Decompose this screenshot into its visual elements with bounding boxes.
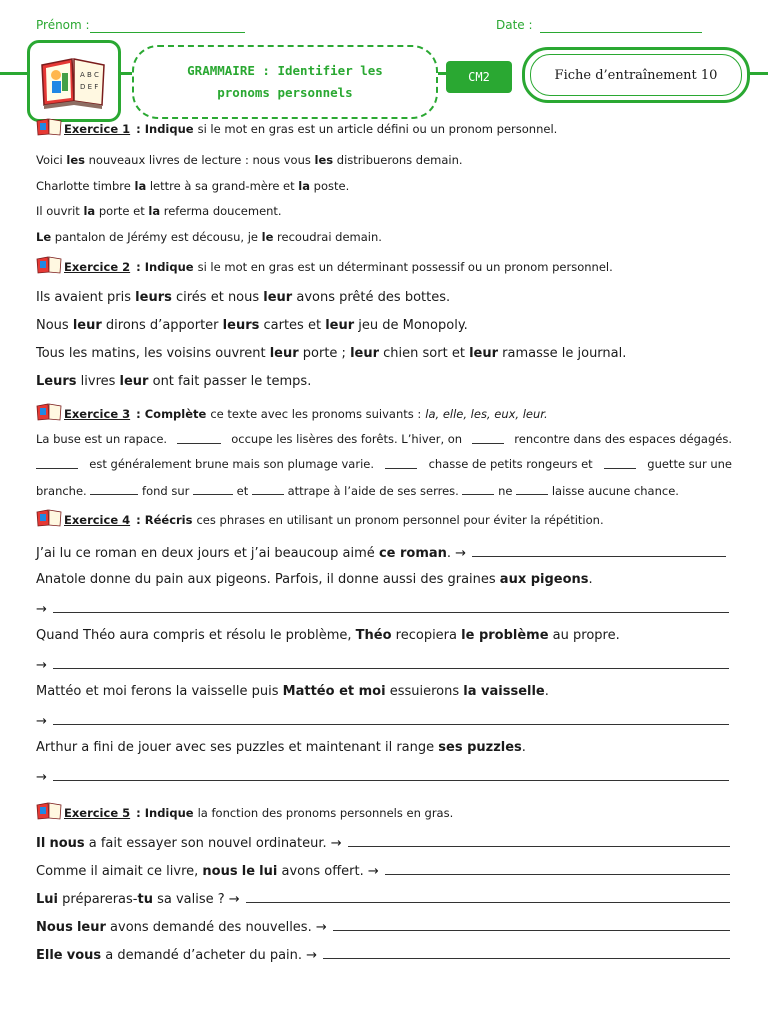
sentence-text: poste. <box>310 179 350 193</box>
sentence-text: . → <box>446 546 471 561</box>
open-book-icon <box>36 403 62 421</box>
sentence-text: . <box>521 740 526 755</box>
bold-word: nous <box>49 836 85 851</box>
fill-blank[interactable] <box>462 483 494 495</box>
sentence-text: fond sur <box>138 484 194 498</box>
fill-blank[interactable] <box>90 483 138 495</box>
exercise-1-sep: : <box>136 122 141 136</box>
bold-word: le problème <box>461 628 549 643</box>
bold-word: nous <box>202 864 238 879</box>
sentence-text: porte et <box>95 204 149 218</box>
sentence-text: prépareras- <box>58 892 138 907</box>
answer-line[interactable] <box>53 768 729 781</box>
exercise-1-verb: Indique <box>144 122 194 136</box>
exercise-2-sentence <box>36 346 626 361</box>
sentence-text: a demandé d’acheter du pain. → <box>101 948 322 963</box>
bold-word: leur <box>350 346 380 361</box>
exercise-2-instruction: si le mot en gras est un déterminant possessif ou un pronom personnel. <box>197 260 613 274</box>
bold-word: leur <box>325 318 355 333</box>
sentence-text: est généralement brune mais son plumage varie. <box>85 457 378 471</box>
sentence-text: ramasse le journal. <box>498 346 627 361</box>
exercise-5-item <box>36 946 730 963</box>
sentence-text: branche. <box>36 484 91 498</box>
exercise-3-sep: : <box>136 407 141 421</box>
exercise-2-sentence <box>36 290 450 305</box>
bold-word: la <box>83 204 96 218</box>
exercise-2-title: Exercice 2 <box>64 260 131 274</box>
arrow-icon: → <box>36 602 47 617</box>
sentence-text: avons demandé des nouvelles. → <box>105 920 331 935</box>
sentence-text: lettre à sa grand-mère et <box>146 179 299 193</box>
exercise-4-header <box>36 509 604 527</box>
sentence-text: essuierons <box>385 684 464 699</box>
fiche-label: Fiche d’entraînement 10 <box>530 54 742 96</box>
sentence-text: jeu de Monopoly. <box>354 318 468 333</box>
bold-word: les <box>66 153 85 167</box>
sentence-text: dirons d’apporter <box>101 318 223 333</box>
sentence-text: ne <box>494 484 517 498</box>
exercise-4-item <box>36 628 620 643</box>
sentence-text: Arthur a fini de jouer avec ses puzzles et maintenant il range <box>36 740 439 755</box>
sentence-text: recoudrai demain. <box>273 230 382 244</box>
bold-word: leur <box>263 290 293 305</box>
bold-word: la <box>148 204 161 218</box>
fill-blank[interactable] <box>36 457 78 469</box>
sentence-text: . <box>588 572 593 587</box>
sentence-text: referma doucement. <box>160 204 282 218</box>
exercise-1-sentence <box>36 153 463 167</box>
page-title <box>132 45 438 119</box>
exercise-5-item <box>36 834 730 851</box>
exercise-3-line <box>36 432 732 446</box>
answer-row <box>36 768 729 785</box>
exercise-5-item <box>36 890 730 907</box>
fill-blank[interactable] <box>385 457 417 469</box>
answer-line[interactable] <box>53 600 729 613</box>
bold-word: la <box>134 179 147 193</box>
bold-word: les <box>314 153 334 167</box>
fill-blank[interactable] <box>516 483 548 495</box>
exercise-4-title: Exercice 4 <box>64 513 131 527</box>
bold-word: leur <box>76 920 106 935</box>
answer-line[interactable] <box>53 656 729 669</box>
bold-word: Le <box>36 230 52 244</box>
bold-word: Lui <box>36 892 58 907</box>
answer-line[interactable] <box>53 712 729 725</box>
bold-word: Il <box>36 836 46 851</box>
exercise-1-instruction: si le mot en gras est un article défini ou un pronom personnel. <box>197 122 558 136</box>
exercise-1-title: Exercice 1 <box>64 122 131 136</box>
sentence-text: Comme il aimait ce livre, <box>36 864 203 879</box>
exercise-5-instruction: la fonction des pronoms personnels en gras. <box>197 806 454 820</box>
bold-word: le <box>261 230 274 244</box>
answer-row <box>36 600 729 617</box>
bold-word: leurs <box>135 290 172 305</box>
title-line-2: pronoms personnels <box>217 85 353 100</box>
date-field[interactable] <box>540 20 702 33</box>
bold-word: leur <box>72 318 102 333</box>
exercise-1-sentence <box>36 179 349 193</box>
bold-word: Théo <box>355 628 392 643</box>
date-label: Date : <box>496 18 533 32</box>
exercise-5-header <box>36 802 453 820</box>
exercise-5-sep: : <box>136 806 141 820</box>
sentence-text: distribuerons demain. <box>333 153 463 167</box>
header-rule-left <box>0 72 28 75</box>
fill-blank[interactable] <box>193 483 233 495</box>
title-line-1: GRAMMAIRE : Identifier les <box>187 63 383 78</box>
bold-word: leur <box>119 374 149 389</box>
exercise-4-instruction: ces phrases en utilisant un pronom personnel pour éviter la répétition. <box>196 513 604 527</box>
exercise-3-word-list: la, elle, les, eux, leur. <box>425 407 548 421</box>
bold-word: Elle <box>36 948 63 963</box>
bold-word: la vaisselle <box>463 684 545 699</box>
answer-row <box>36 656 729 673</box>
sentence-text: recopiera <box>391 628 462 643</box>
open-book-icon <box>36 802 62 820</box>
sentence-text: laisse aucune chance. <box>548 484 679 498</box>
bold-word: leur <box>469 346 499 361</box>
exercise-2-header <box>36 256 613 274</box>
exercise-2-verb: Indique <box>144 260 194 274</box>
sentence-text: livres <box>76 374 120 389</box>
exercise-4-verb: Réécris <box>144 513 193 527</box>
answer-line[interactable] <box>323 946 730 959</box>
sentence-text: rencontre dans des espaces dégagés. <box>510 432 732 446</box>
fill-blank[interactable] <box>252 483 284 495</box>
sentence-text: a fait essayer son nouvel ordinateur. → <box>84 836 346 851</box>
arrow-icon: → <box>36 770 47 785</box>
sentence-text: Anatole donne du pain aux pigeons. Parfois, il donne aussi des graines <box>36 572 500 587</box>
exercise-3-title: Exercice 3 <box>64 407 131 421</box>
sentence-text: Voici <box>36 153 67 167</box>
exercise-2-sep: : <box>136 260 141 274</box>
exercise-1-sentence <box>36 204 282 218</box>
sentence-text: La buse est un rapace. <box>36 432 171 446</box>
exercise-5-item <box>36 862 730 879</box>
sentence-text: Tous les matins, les voisins ouvrent <box>36 346 270 361</box>
answer-line[interactable] <box>246 890 730 903</box>
sentence-text: cartes et <box>259 318 326 333</box>
exercise-4-item <box>36 684 549 699</box>
exercise-2-sentence <box>36 318 468 333</box>
answer-row <box>36 712 729 729</box>
answer-line[interactable] <box>472 544 726 557</box>
arrow-icon: → <box>36 714 47 729</box>
book-icon <box>30 43 118 119</box>
exercise-1-header <box>36 118 557 136</box>
exercise-5-verb: Indique <box>144 806 194 820</box>
bold-word: la <box>298 179 310 193</box>
level-badge: CM2 <box>446 61 512 93</box>
sentence-text: avons prêté des bottes. <box>292 290 451 305</box>
sentence-text: et <box>233 484 252 498</box>
answer-line[interactable] <box>385 862 730 875</box>
arrow-icon: → <box>36 658 47 673</box>
exercise-1-sentence <box>36 230 382 244</box>
sentence-text: chien sort et <box>379 346 470 361</box>
sentence-text: Charlotte timbre <box>36 179 135 193</box>
exercise-3-line <box>36 483 679 498</box>
open-book-icon <box>36 509 62 527</box>
logo <box>27 40 121 122</box>
open-book-icon <box>36 118 62 136</box>
sentence-text: Quand Théo aura compris et résolu le problème, <box>36 628 356 643</box>
sentence-text: J’ai lu ce roman en deux jours et j’ai beaucoup aimé <box>36 546 379 561</box>
exercise-5-title: Exercice 5 <box>64 806 131 820</box>
bold-word: le <box>241 864 256 879</box>
bold-word: lui <box>259 864 278 879</box>
fiche-badge <box>522 47 750 103</box>
sentence-text: au propre. <box>548 628 620 643</box>
open-book-icon <box>36 256 62 274</box>
sentence-text: avons offert. → <box>277 864 383 879</box>
exercise-3-line <box>36 457 732 471</box>
svg-text:A B C: A B C <box>80 71 99 79</box>
sentence-text: Il ouvrit <box>36 204 84 218</box>
sentence-text: . <box>544 684 549 699</box>
exercise-2-sentence <box>36 374 311 389</box>
sentence-text: cirés et nous <box>171 290 264 305</box>
exercise-3-header <box>36 403 548 421</box>
bold-word: ses puzzles <box>438 740 522 755</box>
sentence-text: ont fait passer le temps. <box>148 374 312 389</box>
fill-blank[interactable] <box>472 432 504 444</box>
sentence-text: guette sur une <box>643 457 732 471</box>
fill-blank[interactable] <box>604 457 636 469</box>
bold-word: Mattéo et moi <box>282 684 386 699</box>
exercise-4-sep: : <box>136 513 141 527</box>
sentence-text: chasse de petits rongeurs et <box>424 457 597 471</box>
bold-word: vous <box>66 948 102 963</box>
sentence-text: nouveaux livres de lecture : nous vous <box>84 153 315 167</box>
svg-text:D E F: D E F <box>80 83 99 91</box>
exercise-4-item <box>36 572 593 587</box>
exercise-3-instruction: ce texte avec les pronoms suivants : <box>210 407 422 421</box>
sentence-text: sa valise ? → <box>152 892 244 907</box>
bold-word: Nous <box>36 920 73 935</box>
sentence-text: attrape à l’aide de ses serres. <box>283 484 463 498</box>
bold-word: leur <box>269 346 299 361</box>
sentence-text: occupe les lisères des forêts. L’hiver, on <box>227 432 466 446</box>
bold-word: tu <box>137 892 153 907</box>
answer-line[interactable] <box>348 834 730 847</box>
sentence-text: Ils avaient pris <box>36 290 136 305</box>
sentence-text: Mattéo et moi ferons la vaisselle puis <box>36 684 283 699</box>
exercise-4-item <box>36 544 726 561</box>
bold-word: leurs <box>222 318 260 333</box>
bold-word: aux pigeons <box>499 572 589 587</box>
sentence-text: porte ; <box>298 346 351 361</box>
exercise-3-verb: Complète <box>144 407 207 421</box>
prenom-label: Prénom : <box>36 18 90 32</box>
sentence-text: Nous <box>36 318 73 333</box>
answer-line[interactable] <box>333 918 730 931</box>
fill-blank[interactable] <box>177 432 221 444</box>
prenom-field[interactable] <box>90 20 245 33</box>
exercise-5-item <box>36 918 730 935</box>
sentence-text: pantalon de Jérémy est décousu, je <box>51 230 262 244</box>
bold-word: ce roman <box>378 546 447 561</box>
bold-word: Leurs <box>36 374 77 389</box>
exercise-4-item <box>36 740 526 755</box>
